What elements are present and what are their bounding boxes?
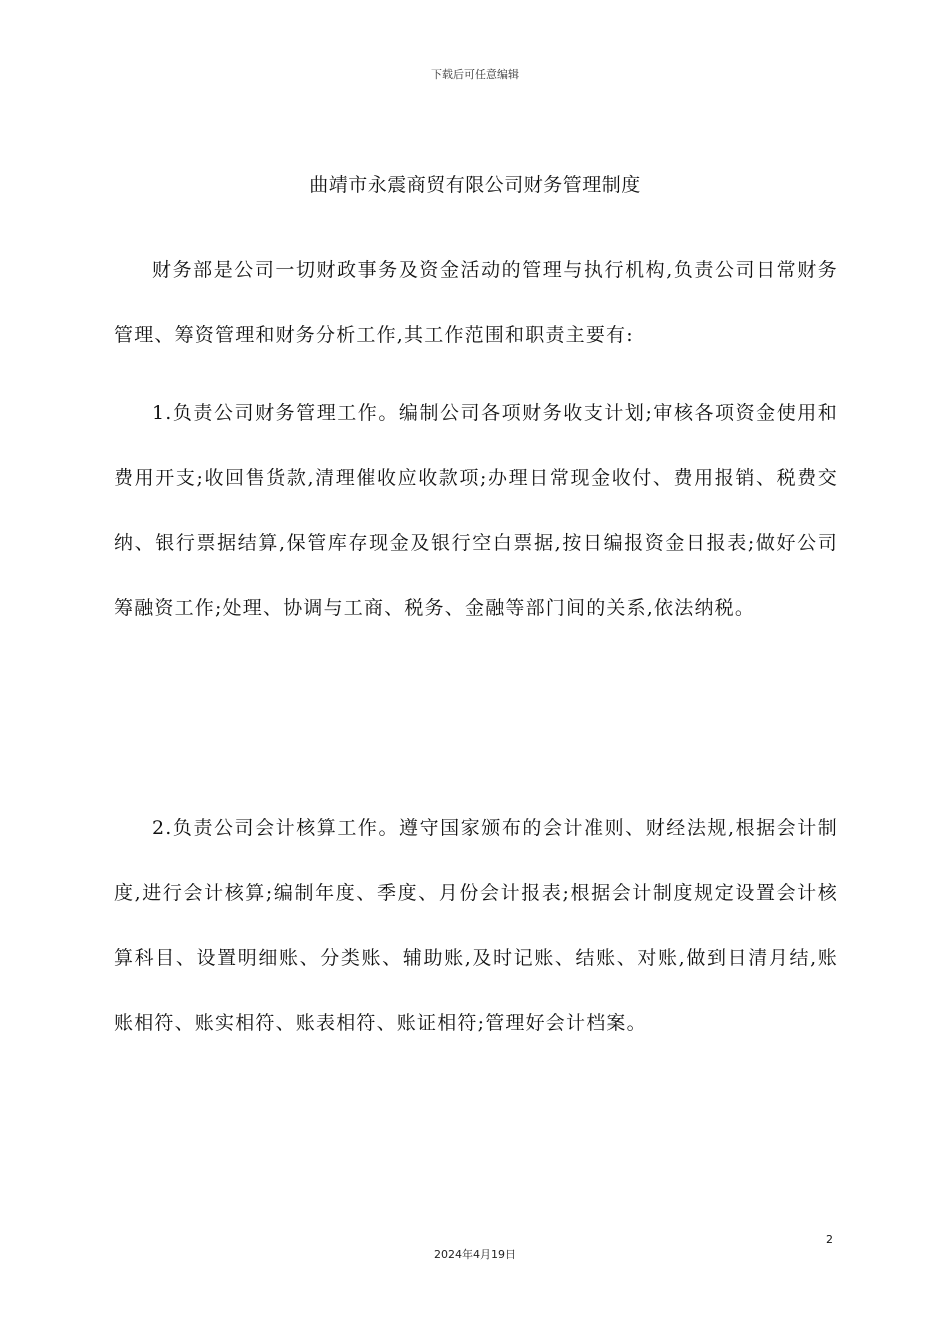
page-number: 2 (826, 1233, 833, 1246)
footer-date: 2024年4月19日 (434, 1248, 516, 1261)
paragraph-item-2: 2.负责公司会计核算工作。遵守国家颁布的会计准则、财经法规,根据会计制度,进行会计核算;编制年度、季度、月份会计报表;根据会计制度规定设置会计核算科目、设置明细账、分类账、辅助账,及时记账、结账、对账,做到日清月结,账账相符、账实相符、账表相符、账证相符;管理好会计档案。 (114, 817, 838, 1034)
document-title: 曲靖市永震商贸有限公司财务管理制度 (309, 174, 641, 196)
paragraph-intro: 财务部是公司一切财政事务及资金活动的管理与执行机构,负责公司日常财务管理、筹资管理和财务分析工作,其工作范围和职责主要有: (114, 259, 838, 346)
header-note: 下载后可任意编辑 (431, 68, 519, 81)
paragraph-item-1: 1.负责公司财务管理工作。编制公司各项财务收支计划;审核各项资金使用和费用开支;收回售货款,清理催收应收款项;办理日常现金收付、费用报销、税费交纳、银行票据结算,保管库存现金及银行空白票据,按日编报资金日报表;做好公司筹融资工作;处理、协调与工商、税务、金融等部门间的关系,依法纳税。 (114, 402, 838, 619)
